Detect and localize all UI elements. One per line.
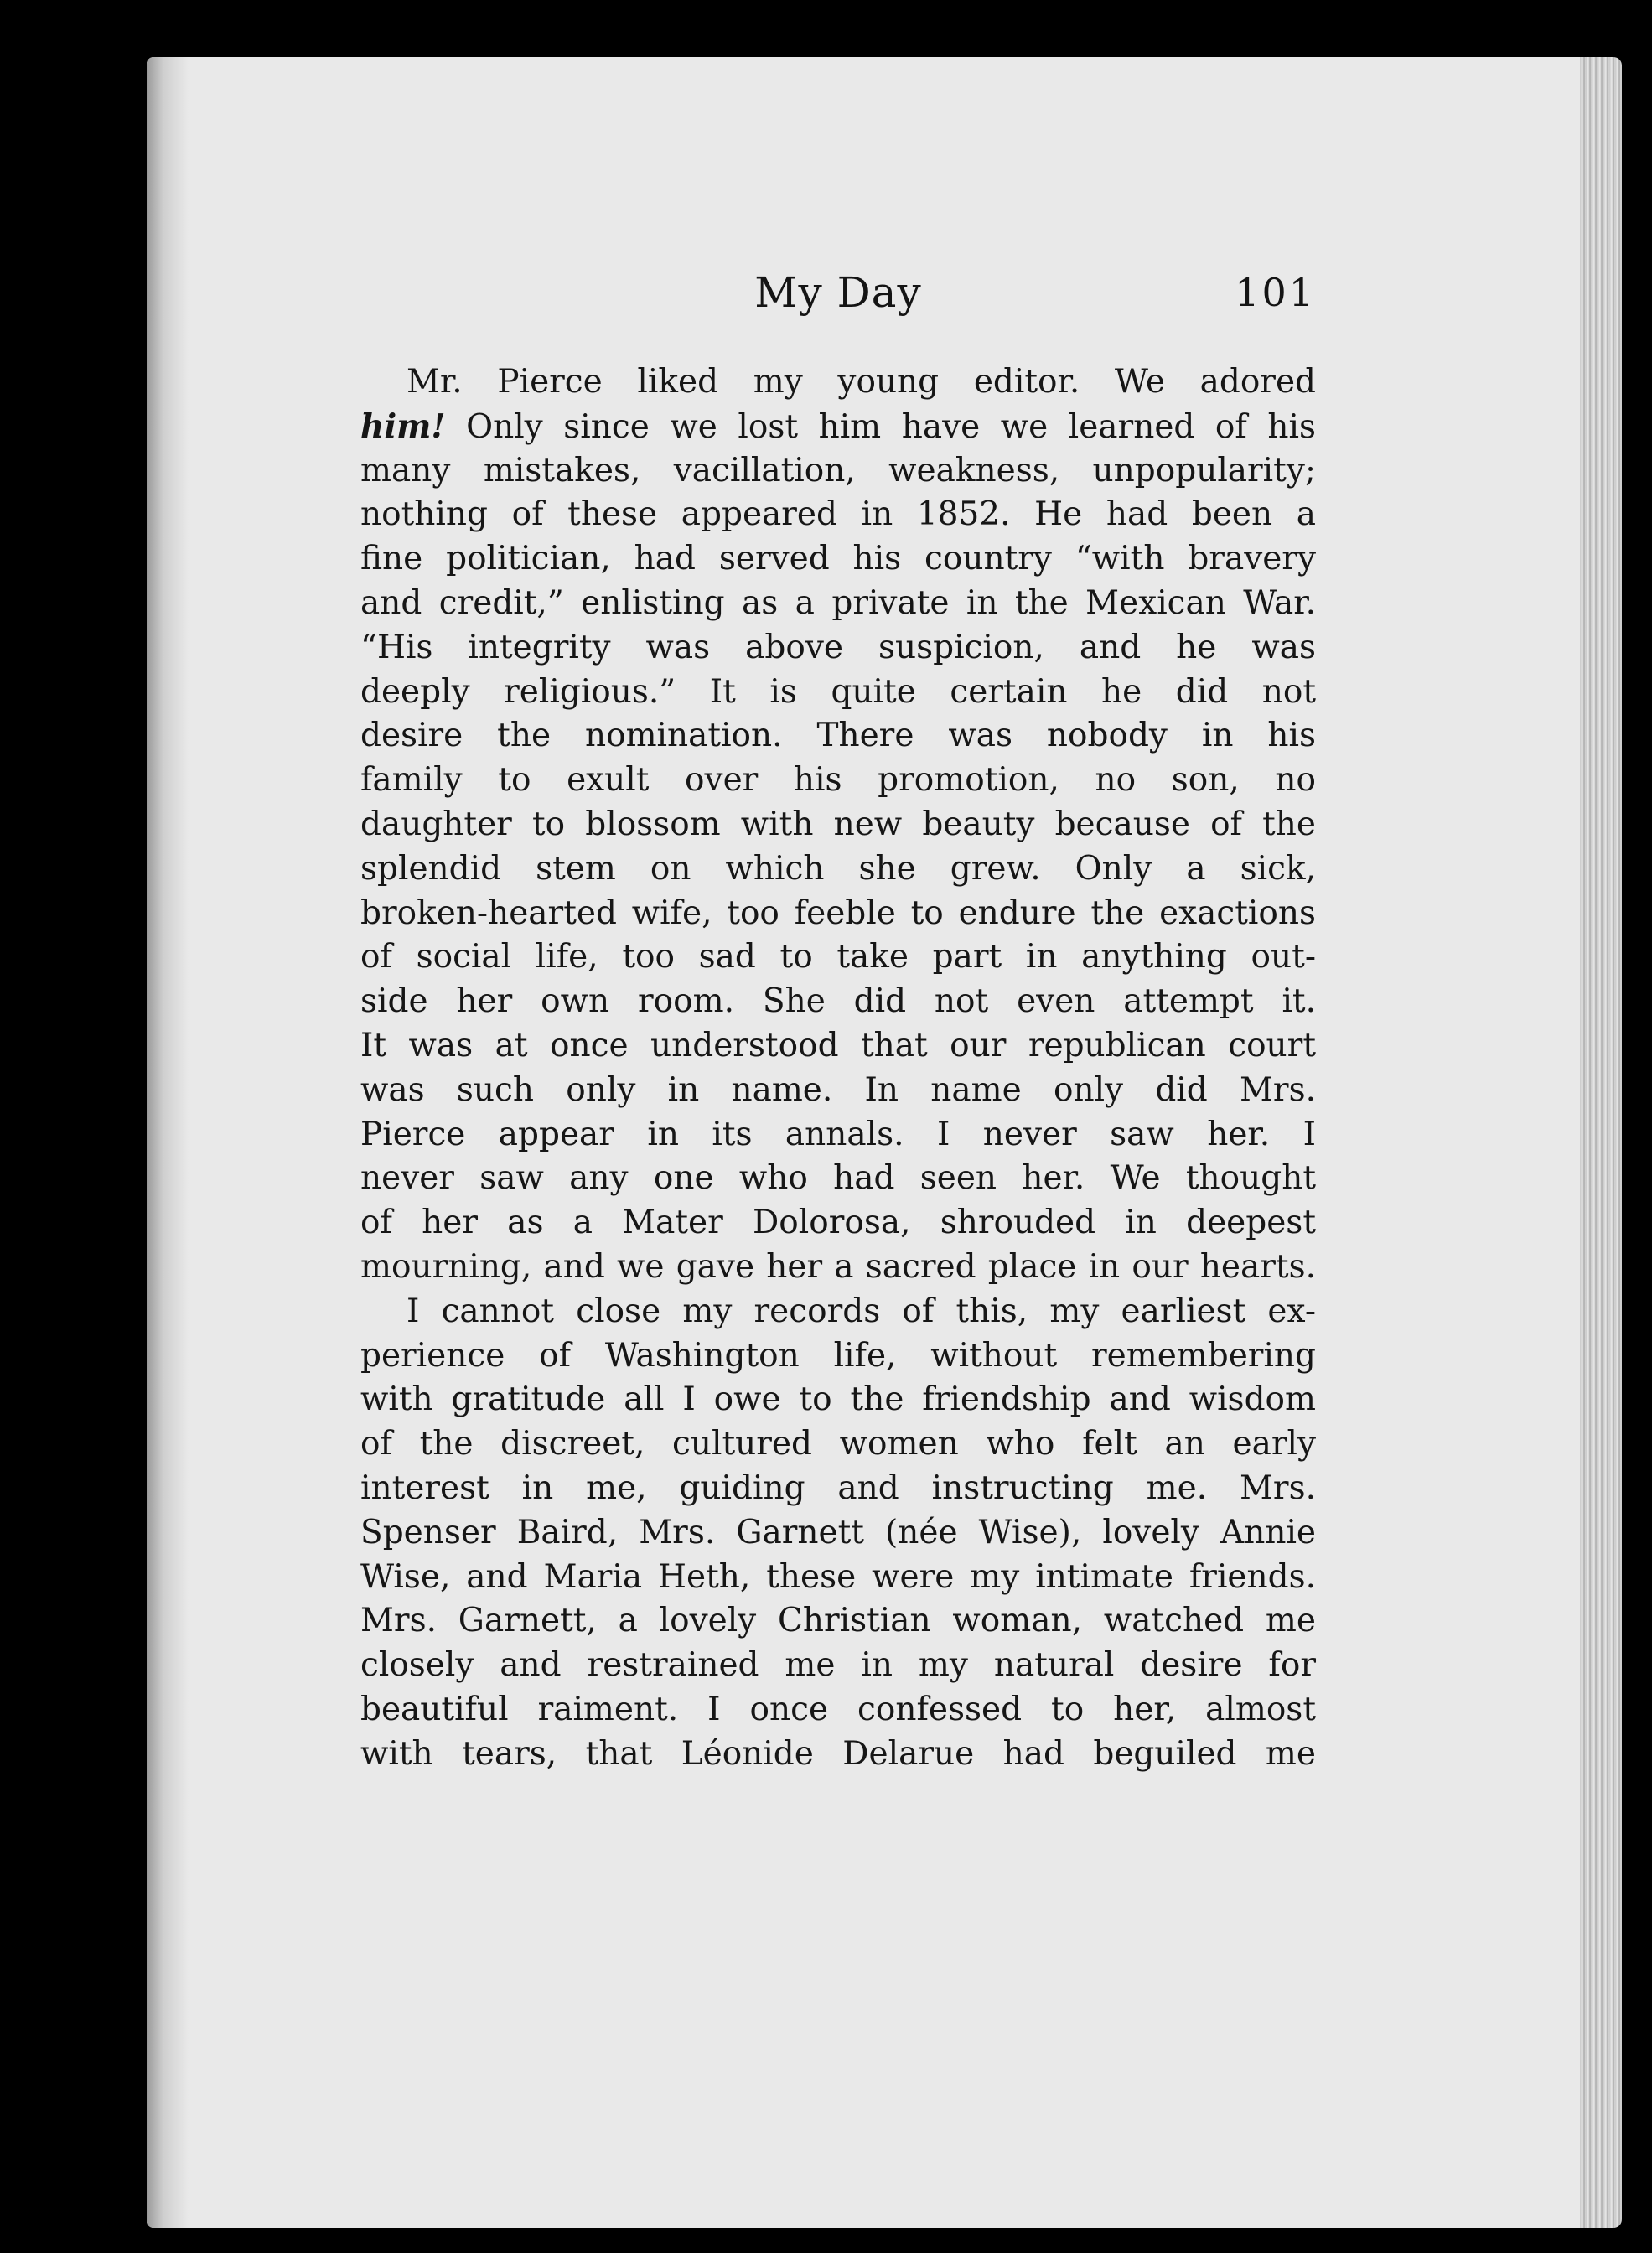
text-line: Mr. Pierce liked my young editor. We adored (407, 363, 1316, 401)
body-text (360, 360, 1316, 1836)
text-line (360, 405, 1316, 449)
text-line: family to exult over his promotion, no son, no (360, 761, 1316, 800)
text-line: Wise, and Maria Heth, these were my intimate friends. (360, 1557, 1316, 1596)
emphasized-word: him! (360, 407, 446, 446)
text-segment: Only since we lost him have we learned of his (445, 407, 1316, 446)
text-line: mourning, and we gave her a sacred place in our hearts. (360, 1247, 1316, 1286)
text-line: fine politician, had served his country “with bravery (360, 540, 1316, 578)
text-line: broken-hearted wife, too feeble to endure the exactions (360, 893, 1316, 932)
text-line: nothing of these appeared in 1852. He had been a (360, 495, 1316, 534)
text-line: I cannot close my records of this, my earliest ex- (407, 1292, 1316, 1330)
text-line: with gratitude all I owe to the friendship and wisdom (360, 1380, 1316, 1419)
page-number: 101 (1235, 270, 1316, 315)
text-line: with tears, that Léonide Delarue had beguiled me (360, 1734, 1316, 1773)
text-line: beautiful raiment. I once confessed to her, almost (360, 1690, 1316, 1728)
text-line: and credit,” enlisting as a private in the Mexican War. (360, 583, 1316, 622)
page-edges (1580, 57, 1622, 2228)
text-line: Pierce appear in its annals. I never saw her. I (360, 1115, 1316, 1153)
text-line: desire the nomination. There was nobody in his (360, 717, 1316, 755)
text-line: interest in me, guiding and instructing me. Mrs. (360, 1468, 1316, 1507)
text-line: closely and restrained me in my natural desire for (360, 1646, 1316, 1685)
text-line: many mistakes, vacillation, weakness, unpopularity; (360, 451, 1316, 489)
page-header (360, 268, 1316, 327)
text-line: deeply religious.” It is quite certain he did not (360, 672, 1316, 711)
text-line: splendid stem on which she grew. Only a sick, (360, 849, 1316, 888)
text-line: It was at once understood that our republican court (360, 1026, 1316, 1064)
text-line: of the discreet, cultured women who felt an early (360, 1425, 1316, 1463)
running-head: My Day (754, 268, 922, 317)
text-line: of social life, too sad to take part in anything out- (360, 938, 1316, 976)
text-line: side her own room. She did not even attempt it. (360, 982, 1316, 1021)
text-line: never saw any one who had seen her. We thought (360, 1159, 1316, 1198)
text-line: Mrs. Garnett, a lovely Christian woman, watched me (360, 1602, 1316, 1640)
text-line: daughter to blossom with new beauty because of the (360, 805, 1316, 843)
text-line: Spenser Baird, Mrs. Garnett (née Wise), lovely Annie (360, 1513, 1316, 1551)
text-line: was such only in name. In name only did Mrs. (360, 1070, 1316, 1109)
text-line: “His integrity was above suspicion, and he was (360, 628, 1316, 666)
text-line: of her as a Mater Dolorosa, shrouded in deepest (360, 1204, 1316, 1242)
page-gutter-shadow (147, 57, 189, 2228)
text-line: perience of Washington life, without remembering (360, 1336, 1316, 1375)
